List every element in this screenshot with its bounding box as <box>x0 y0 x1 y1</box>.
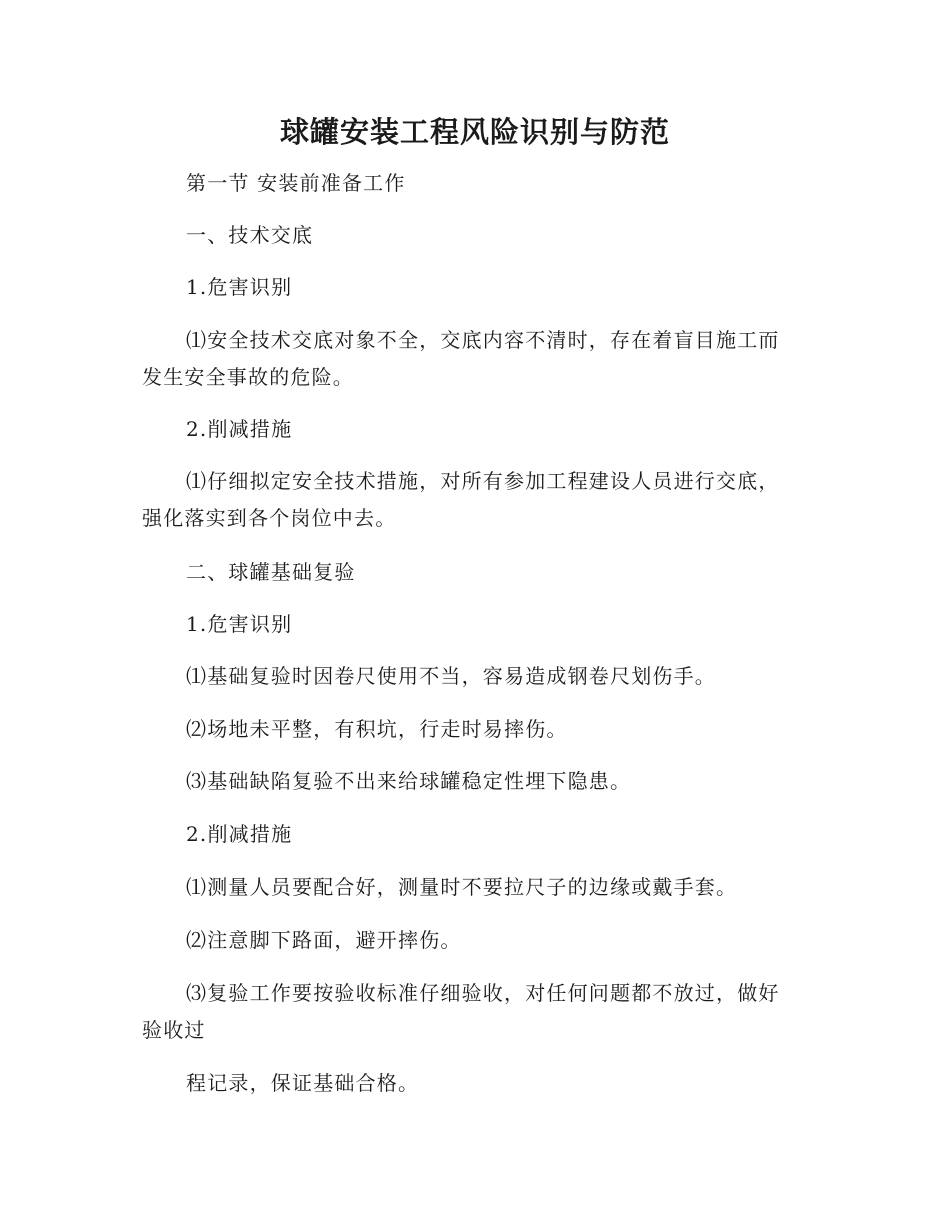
paragraph-line: 验收过 <box>142 1018 206 1042</box>
paragraph-line: 强化落实到各个岗位中去。 <box>142 506 397 530</box>
paragraph-line: 二、球罐基础复验 <box>186 560 356 584</box>
paragraph-line: 第一节 安装前准备工作 <box>186 171 406 195</box>
body-paragraph <box>142 763 812 800</box>
subsection-heading <box>142 554 812 591</box>
paragraph-line: ⑶复验工作要按验收标准仔细验收，对任何问题都不放过，做好 <box>186 981 780 1005</box>
body-paragraph <box>142 322 812 396</box>
paragraph-line: 2.削减措施 <box>186 417 293 441</box>
document-title: 球罐安装工程风险识别与防范 <box>279 115 670 149</box>
paragraph-line: 一、技术交底 <box>186 223 314 247</box>
item-heading <box>142 411 812 448</box>
paragraph-line: ⑶基础缺陷复验不出来给球罐稳定性埋下隐患。 <box>186 769 632 793</box>
paragraph-line: ⑴仔细拟定安全技术措施，对所有参加工程建设人员进行交底， <box>186 469 780 493</box>
item-heading <box>142 269 812 306</box>
item-heading <box>142 816 812 853</box>
body-paragraph <box>142 1065 812 1102</box>
body-paragraph <box>142 463 812 537</box>
paragraph-line: 1.危害识别 <box>186 275 293 299</box>
body-paragraph <box>142 869 812 906</box>
paragraph-line: 1.危害识别 <box>186 612 293 636</box>
paragraph-line: 程记录，保证基础合格。 <box>186 1071 420 1095</box>
body-paragraph <box>142 711 812 748</box>
paragraph-line: ⑴测量人员要配合好，测量时不要拉尺子的边缘或戴手套。 <box>186 875 738 899</box>
body-paragraph <box>142 975 812 1049</box>
paragraph-line: 发生安全事故的危险。 <box>142 365 354 389</box>
item-heading <box>142 606 812 643</box>
paragraph-line: 2.削减措施 <box>186 822 293 846</box>
subsection-heading <box>142 217 812 254</box>
body-paragraph <box>142 922 812 959</box>
paragraph-line: ⑴基础复验时因卷尺使用不当，容易造成钢卷尺划伤手。 <box>186 664 716 688</box>
paragraph-line: ⑵场地未平整，有积坑，行走时易摔伤。 <box>186 717 568 741</box>
paragraph-line: ⑵注意脚下路面，避开摔伤。 <box>186 928 462 952</box>
body-paragraph <box>142 658 812 695</box>
section-heading <box>142 165 812 202</box>
paragraph-line: ⑴安全技术交底对象不全，交底内容不清时，存在着盲目施工而 <box>186 328 780 352</box>
